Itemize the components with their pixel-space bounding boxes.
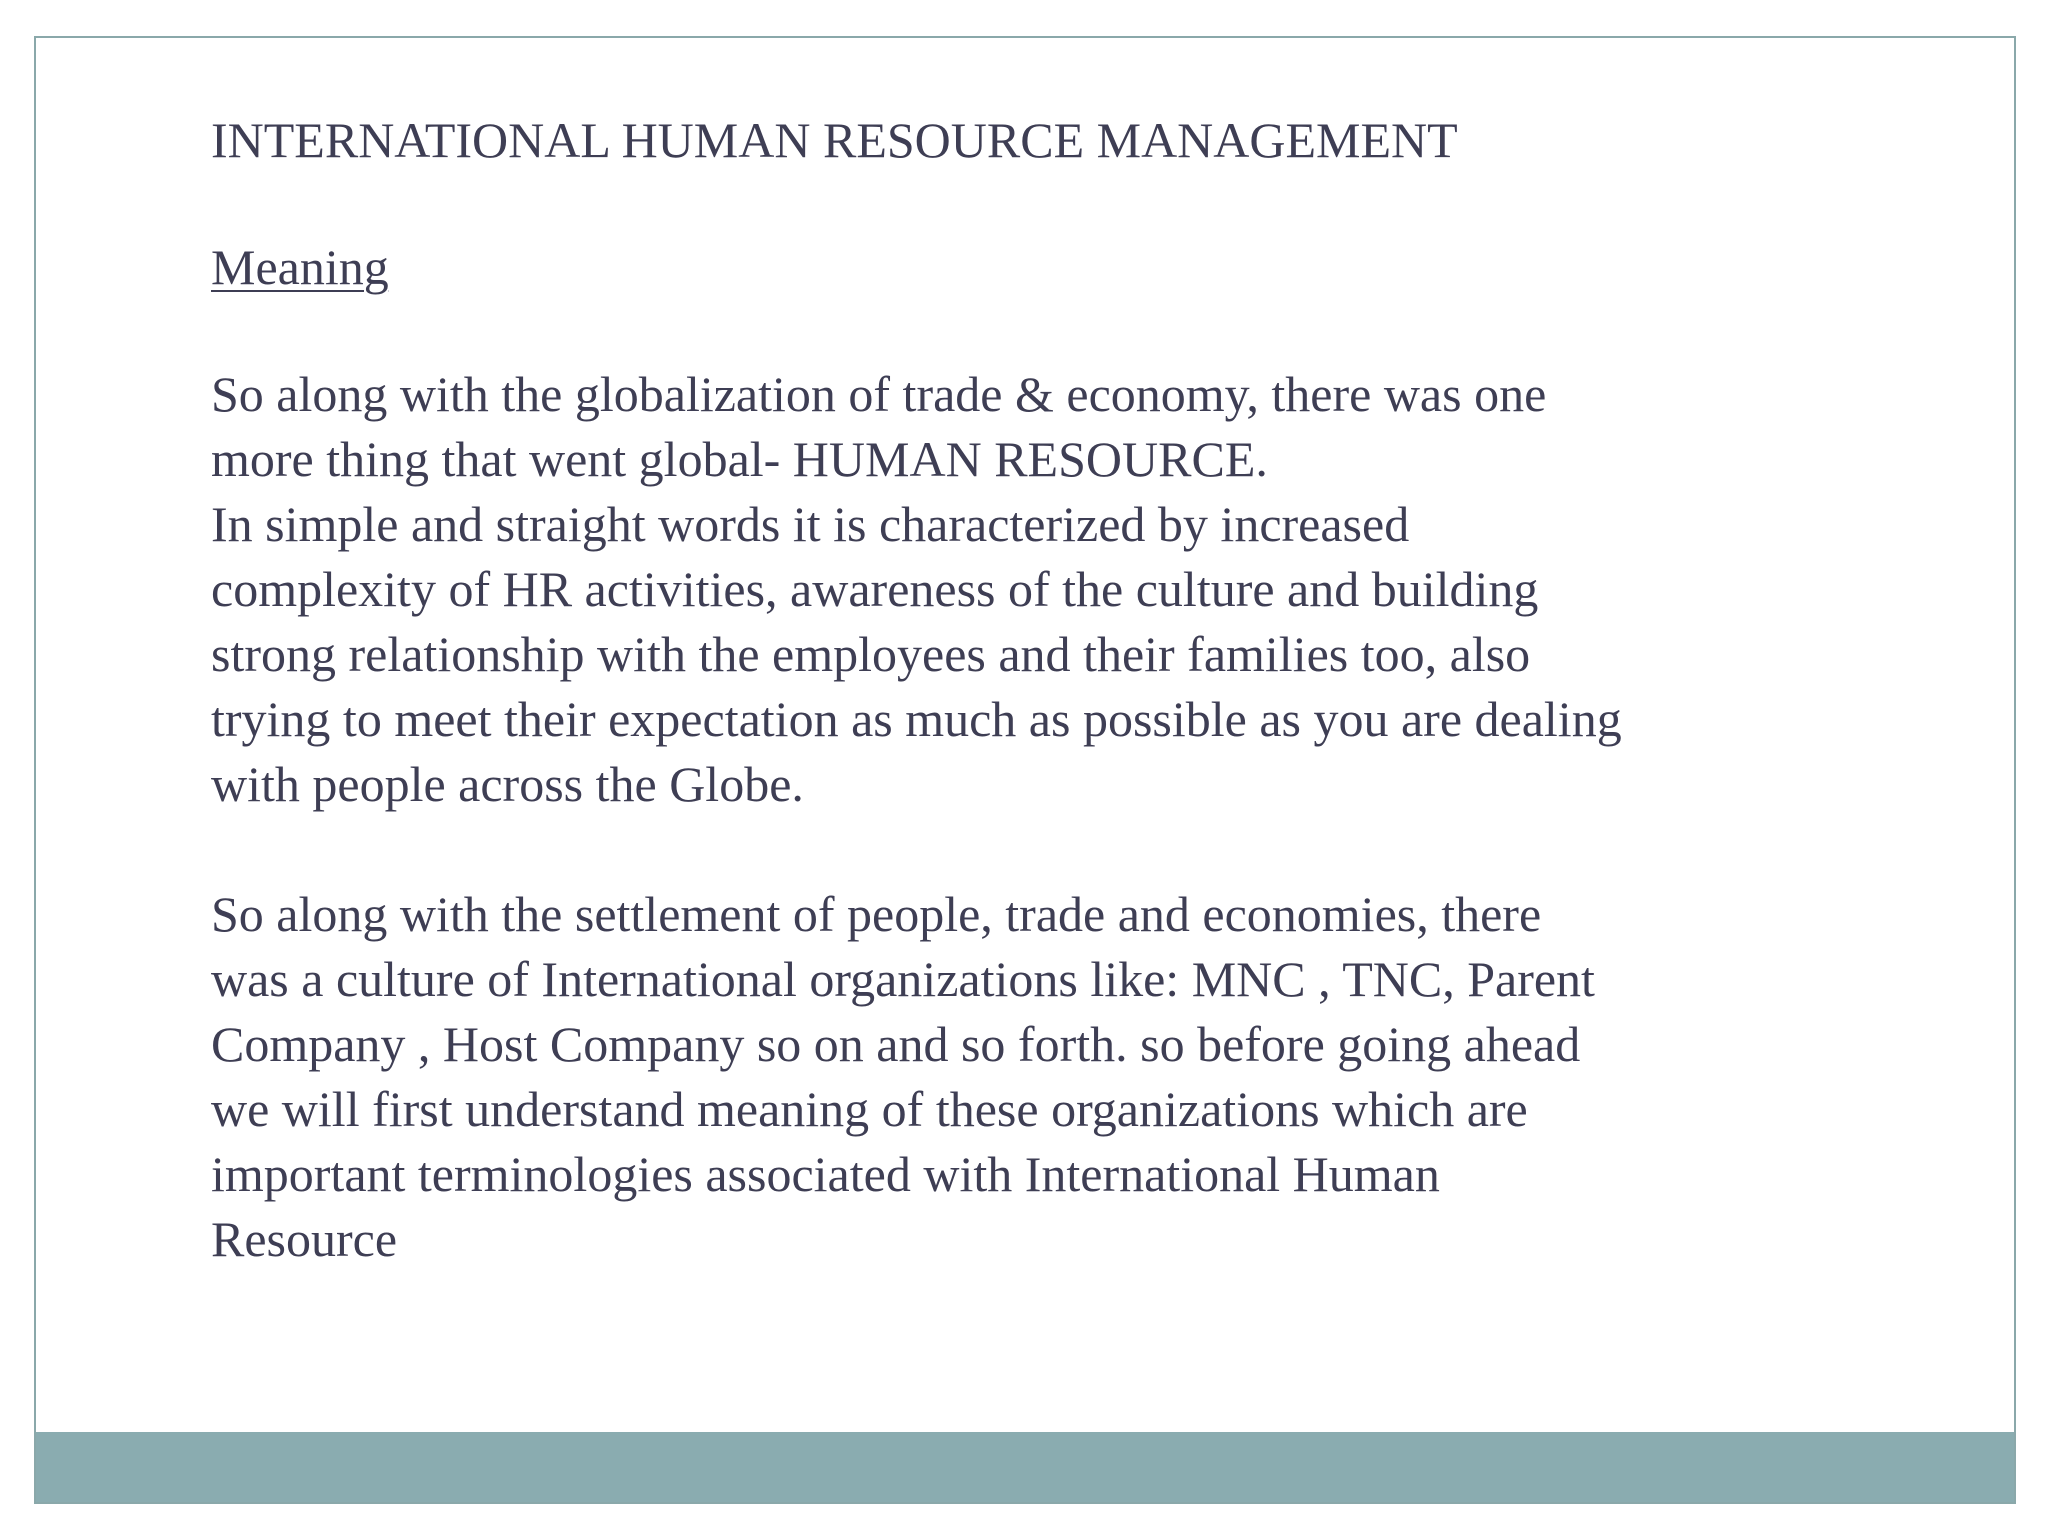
slide-frame bbox=[34, 36, 2016, 1504]
paragraph-organizations bbox=[211, 882, 1831, 1272]
paragraph-line: complexity of HR activities, awareness of the culture and building bbox=[211, 561, 1539, 617]
paragraph-line: Resource bbox=[211, 1211, 398, 1267]
paragraph-line: more thing that went global- HUMAN RESOURCE. bbox=[211, 431, 1268, 487]
paragraph-line: was a culture of International organizations like: MNC , TNC, Parent bbox=[211, 951, 1595, 1007]
paragraph-line: So along with the globalization of trade & economy, there was one bbox=[211, 366, 1547, 422]
paragraph-line: trying to meet their expectation as much as possible as you are dealing bbox=[211, 691, 1622, 747]
section-heading-meaning: Meaning bbox=[211, 239, 389, 295]
paragraph-spacer bbox=[211, 817, 1831, 882]
paragraph-line: important terminologies associated with International Human bbox=[211, 1146, 1440, 1202]
paragraph-line: In simple and straight words it is characterized by increased bbox=[211, 496, 1410, 552]
slide-title: INTERNATIONAL HUMAN RESOURCE MANAGEMENT bbox=[211, 112, 1458, 168]
paragraph-line: Company , Host Company so on and so forth. so before going ahead bbox=[211, 1016, 1581, 1072]
paragraph-line: So along with the settlement of people, trade and economies, there bbox=[211, 886, 1542, 942]
slide-content bbox=[211, 108, 1831, 1272]
paragraph-line: we will first understand meaning of these organizations which are bbox=[211, 1081, 1528, 1137]
paragraph-globalization bbox=[211, 362, 1831, 817]
footer-bar bbox=[36, 1432, 2014, 1502]
paragraph-line: with people across the Globe. bbox=[211, 756, 804, 812]
paragraph-line: strong relationship with the employees and their families too, also bbox=[211, 626, 1531, 682]
